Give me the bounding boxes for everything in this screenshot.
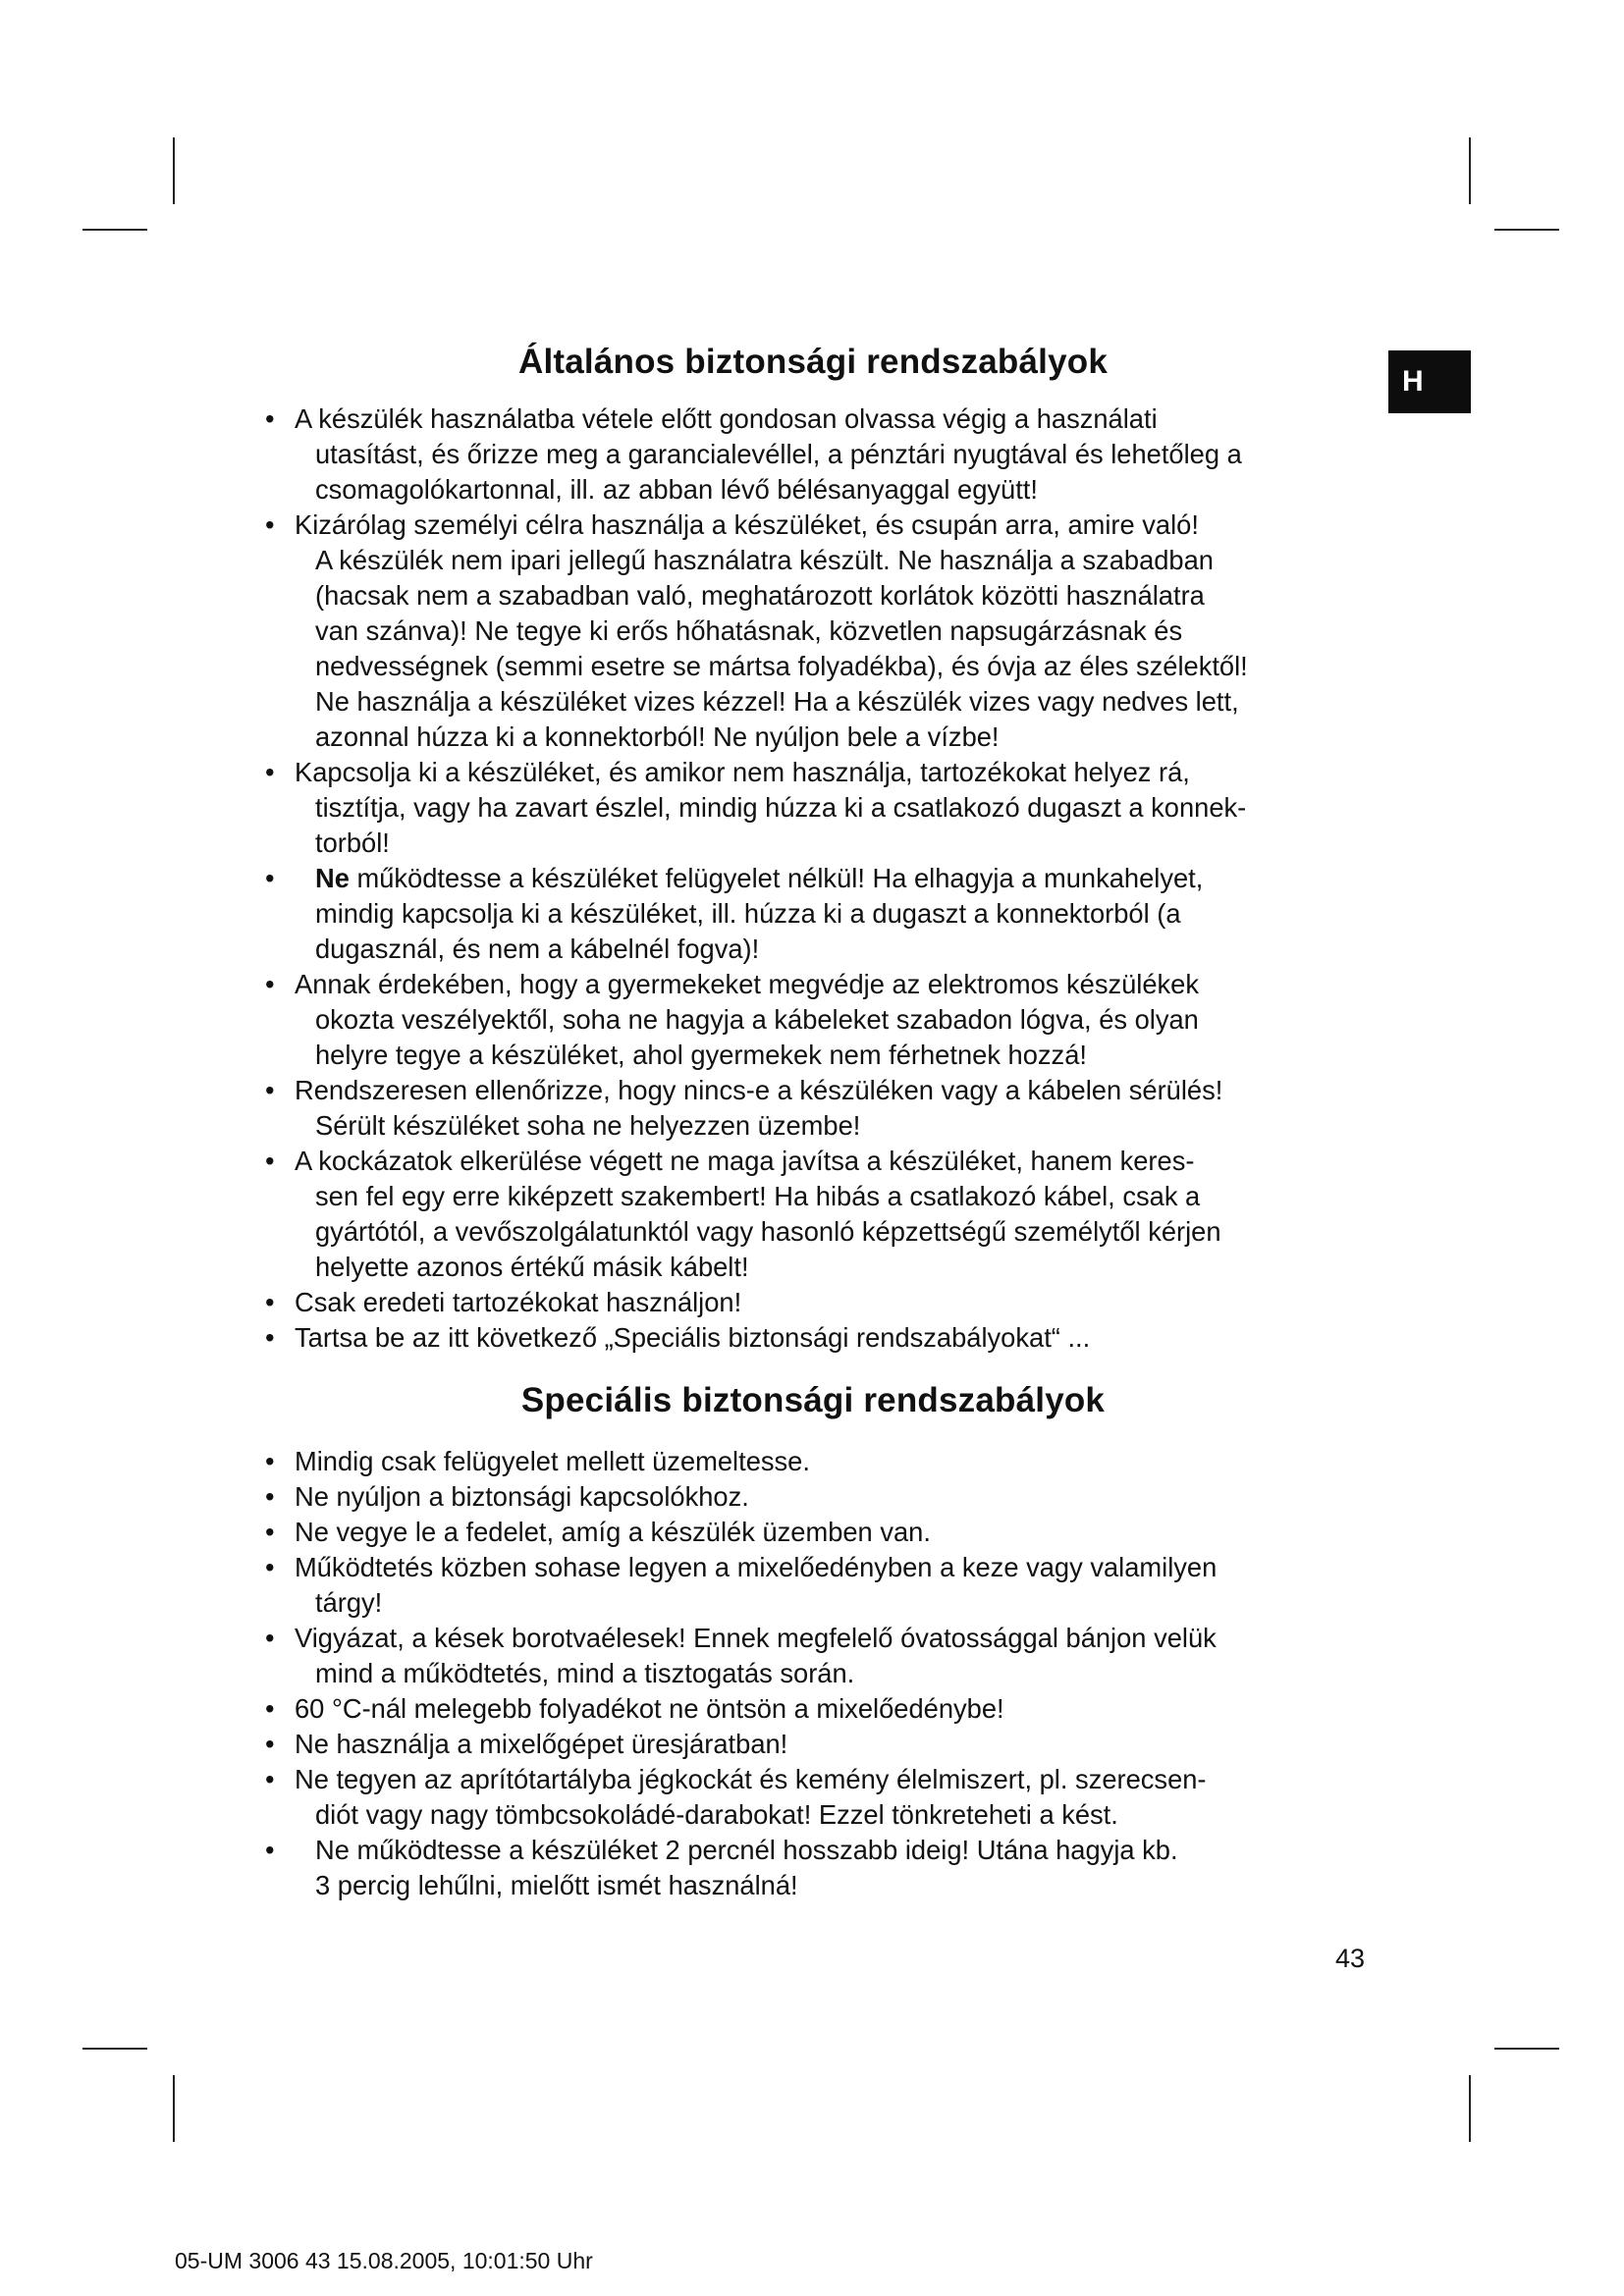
bullet: •	[265, 1764, 275, 1794]
crop-mark-bottom-left-vertical	[173, 2075, 175, 2142]
line: csomagolókartonnal, ill. az abban lévő bélésanyaggal együtt!	[315, 474, 1038, 505]
line: Ne nyúljon a biztonsági kapcsolókhoz.	[295, 1481, 749, 1512]
bullet: •	[265, 757, 275, 787]
bullet: •	[265, 1693, 275, 1724]
bullet: •	[265, 1146, 275, 1176]
list-item	[263, 1144, 1392, 1285]
line: Kizárólag személyi célra használja a készüléket, és csupán arra, amire való!	[295, 509, 1199, 540]
list-item	[263, 1073, 1392, 1144]
print-footer: 05-UM 3006 43 15.08.2005, 10:01:50 Uhr	[175, 2248, 593, 2273]
section-general-title: Általános biztonsági rendszabályok	[518, 343, 1108, 381]
line: Működtetés közben sohase legyen a mixelőedényben a keze vagy valamilyen	[295, 1552, 1218, 1582]
language-tab	[1388, 350, 1471, 413]
line: A készülék használatba vétele előtt gondosan olvassa végig a használati	[295, 403, 1158, 434]
line: Csak eredeti tartozékokat használjon!	[295, 1287, 742, 1317]
line: utasítást, és őrizze meg a garancialevéllel, a pénztári nyugtával és lehetőleg a	[315, 439, 1242, 469]
line: azonnal húzza ki a konnektorból! Ne nyúljon bele a vízbe!	[315, 721, 1000, 752]
line: sen fel egy erre kiképzett szakembert! Ha hibás a csatlakozó kábel, csak a	[315, 1181, 1201, 1211]
bullet: •	[265, 509, 275, 540]
line: nedvességnek (semmi esetre se mártsa folyadékba), és óvja az éles szélektől!	[315, 651, 1248, 681]
line: (hacsak nem a szabadban való, meghatározott korlátok közötti használatra	[315, 580, 1205, 611]
line: van szánva)! Ne tegye ki erős hőhatásnak, közvetlen napsugárzásnak és	[315, 615, 1183, 646]
list-item	[263, 967, 1392, 1073]
line: Tartsa be az itt következő „Speciális biztonsági rendszabályokat“ ...	[295, 1322, 1091, 1353]
list-item	[263, 1479, 1392, 1515]
general-safety-list	[263, 401, 1392, 1356]
crop-mark-bottom-left-horizontal	[82, 2048, 147, 2050]
line: Annak érdekében, hogy a gyermekeket megvédje az elektromos készülékek	[295, 969, 1200, 999]
bullet: •	[265, 1481, 275, 1512]
list-item	[263, 755, 1392, 861]
list-item	[263, 861, 1392, 967]
bullet: •	[265, 969, 275, 999]
line: gyártótól, a vevőszolgálatunktól vagy hasonló képzettségű személytől kérjen	[315, 1216, 1221, 1247]
list-item	[263, 1515, 1392, 1550]
bullet: •	[265, 403, 275, 434]
line: 60 °C-nál melegebb folyadékot ne öntsön a mixelőedénybe!	[295, 1693, 1004, 1724]
bullet: •	[265, 1552, 275, 1582]
list-item	[263, 1320, 1392, 1356]
special-safety-list	[263, 1444, 1392, 1903]
line: Rendszeresen ellenőrizze, hogy nincs-e a készüléken vagy a kábelen sérülés!	[295, 1075, 1223, 1105]
line: Kapcsolja ki a készüléket, és amikor nem használja, tartozékokat helyez rá,	[295, 757, 1190, 787]
bullet: •	[265, 1446, 275, 1476]
line: mindig kapcsolja ki a készüléket, ill. húzza ki a dugaszt a konnektorból (a	[315, 898, 1181, 929]
line	[295, 861, 1392, 896]
language-tab-label: H	[1402, 365, 1424, 398]
line: Ne működtesse a készüléket 2 percnél hosszabb ideig! Utána hagyja kb.	[315, 1835, 1178, 1865]
line: tárgy!	[315, 1587, 383, 1618]
section-special-title: Speciális biztonsági rendszabályok	[520, 1381, 1106, 1419]
bullet: •	[265, 1623, 275, 1653]
line: A készülék nem ipari jellegű használatra készült. Ne használja a szabadban	[315, 545, 1214, 575]
list-item	[263, 1833, 1392, 1903]
list-item	[263, 1444, 1392, 1479]
bullet: •	[265, 1517, 275, 1547]
line: 3 percig lehűlni, mielőtt ismét használná!	[315, 1870, 798, 1900]
line: Ne vegye le a fedelet, amíg a készülék üzemben van.	[295, 1517, 931, 1547]
crop-mark-top-right-horizontal	[1494, 229, 1559, 231]
page-number: 43	[1335, 1944, 1366, 1973]
bullet: •	[265, 1322, 275, 1353]
line: A kockázatok elkerülése végett ne maga javítsa a készüléket, hanem keres-	[295, 1146, 1195, 1176]
bullet: •	[265, 1835, 275, 1865]
bullet: •	[265, 1075, 275, 1105]
crop-mark-top-right-vertical	[1469, 137, 1471, 204]
crop-mark-bottom-right-horizontal	[1494, 2048, 1559, 2050]
line-text: működtesse a készüléket felügyelet nélkül! Ha elhagyja a munkahelyet,	[349, 863, 1204, 893]
line: torból!	[315, 828, 390, 858]
line: Ne használja a mixelőgépet üresjáratban!	[295, 1729, 788, 1759]
line: Ne használja a készüléket vizes kézzel! Ha a készülék vizes vagy nedves lett,	[315, 686, 1239, 717]
line: mind a működtetés, mind a tisztogatás során.	[315, 1658, 855, 1688]
line: helyette azonos értékű másik kábelt!	[315, 1252, 749, 1282]
list-item	[263, 1621, 1392, 1691]
line: helyre tegye a készüléket, ahol gyermekek nem férhetnek hozzá!	[315, 1040, 1087, 1070]
page-content	[263, 339, 1392, 1903]
list-item	[263, 1691, 1392, 1727]
crop-mark-bottom-right-vertical	[1469, 2075, 1471, 2142]
list-item	[263, 1762, 1392, 1833]
bullet: •	[265, 1287, 275, 1317]
line: Vigyázat, a kések borotvaélesek! Ennek megfelelő óvatossággal bánjon velük	[295, 1623, 1217, 1653]
bullet: •	[265, 863, 275, 893]
line: diót vagy nagy tömbcsokoládé-darabokat! Ezzel tönkreteheti a kést.	[315, 1799, 1118, 1830]
list-item	[263, 401, 1392, 507]
crop-mark-top-left-horizontal	[82, 229, 147, 231]
line: tisztítja, vagy ha zavart észlel, mindig húzza ki a csatlakozó dugaszt a konnek-	[315, 792, 1247, 823]
line: okozta veszélyektől, soha ne hagyja a kábeleket szabadon lógva, és olyan	[315, 1004, 1199, 1035]
bullet: •	[265, 1729, 275, 1759]
line: Ne tegyen az aprítótartályba jégkockát és kemény élelmiszert, pl. szerecsen-	[295, 1764, 1207, 1794]
emphasis-text: Ne	[315, 863, 350, 893]
list-item	[263, 1727, 1392, 1762]
list-item	[263, 1285, 1392, 1320]
line: Sérült készüléket soha ne helyezzen üzembe!	[315, 1110, 861, 1141]
list-item	[263, 507, 1392, 755]
list-item	[263, 1550, 1392, 1621]
line: dugasznál, és nem a kábelnél fogva)!	[315, 934, 760, 964]
crop-mark-top-left-vertical	[173, 137, 175, 204]
line: Mindig csak felügyelet mellett üzemeltesse.	[295, 1446, 810, 1476]
